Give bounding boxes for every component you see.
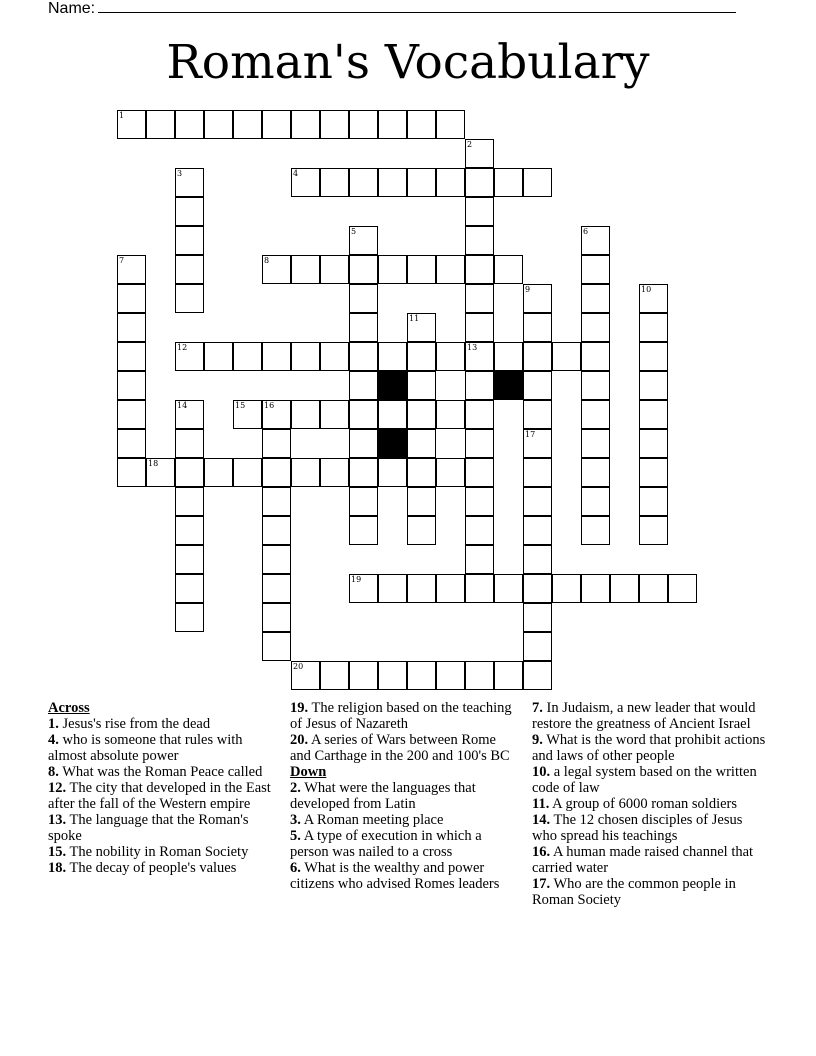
clue-number: 18 (148, 459, 159, 468)
clue-down-9: 9. What is the word that prohibit actions and laws of other people (532, 732, 766, 764)
grid-cell[interactable] (465, 661, 494, 690)
grid-cell[interactable] (378, 574, 407, 603)
grid-cell[interactable] (465, 574, 494, 603)
clue-number: 7 (119, 256, 125, 265)
grid-cell[interactable] (146, 458, 175, 487)
grid-cell[interactable] (262, 110, 291, 139)
clue-across-20: 20. A series of Wars between Rome and Carthage in the 200 and 100's BC (290, 732, 510, 764)
grid-cell[interactable] (494, 255, 523, 284)
clue-number: 20 (293, 662, 304, 671)
grid-cell[interactable] (262, 574, 291, 603)
grid-cell[interactable] (204, 110, 233, 139)
grid-cell[interactable] (262, 632, 291, 661)
grid-cell[interactable] (465, 429, 494, 458)
grid-cell[interactable] (639, 371, 668, 400)
grid-cell[interactable] (117, 371, 146, 400)
clues-column-3 (532, 700, 768, 908)
grid-cell[interactable] (262, 603, 291, 632)
grid-cell[interactable] (581, 284, 610, 313)
clue-across-13: 13. The language that the Roman's spoke (48, 812, 249, 844)
grid-cell[interactable] (320, 458, 349, 487)
grid-cell[interactable] (175, 487, 204, 516)
grid-cell[interactable] (175, 603, 204, 632)
clue-across-15: 15. The nobility in Roman Society (48, 844, 249, 860)
grid-cell[interactable] (639, 516, 668, 545)
grid-cell[interactable] (407, 487, 436, 516)
grid-cell[interactable] (262, 400, 291, 429)
grid-cell[interactable] (349, 458, 378, 487)
grid-cell[interactable] (436, 110, 465, 139)
grid-cell[interactable] (407, 574, 436, 603)
grid-cell[interactable] (465, 545, 494, 574)
clue-down-7: 7. In Judaism, a new leader that would restore the greatness of Ancient Israel (532, 700, 756, 732)
clue-across-8: 8. What was the Roman Peace called (48, 764, 263, 780)
clue-across-18: 18. The decay of people's values (48, 860, 237, 876)
grid-cell[interactable] (523, 632, 552, 661)
grid-cell[interactable] (117, 429, 146, 458)
grid-cell[interactable] (523, 574, 552, 603)
clue-across-12: 12. The city that developed in the East after the fall of the Western empire (48, 780, 271, 812)
grid-cell[interactable] (436, 400, 465, 429)
clue-down-14: 14. The 12 chosen disciples of Jesus who spread his teachings (532, 812, 743, 844)
clue-down-3: 3. A Roman meeting place (290, 812, 444, 828)
clue-number: 5 (351, 227, 357, 236)
grid-cell[interactable] (465, 255, 494, 284)
grid-cell[interactable] (465, 168, 494, 197)
grid-cell[interactable] (610, 574, 639, 603)
grid-cell[interactable] (639, 458, 668, 487)
clue-number: 6 (583, 227, 589, 236)
grid-cell[interactable] (175, 545, 204, 574)
grid-cell[interactable] (349, 255, 378, 284)
grid-cell[interactable] (349, 371, 378, 400)
grid-cell[interactable] (639, 487, 668, 516)
grid-cell[interactable] (349, 400, 378, 429)
grid-cell[interactable] (494, 574, 523, 603)
grid-cell[interactable] (291, 400, 320, 429)
grid-cell[interactable] (523, 661, 552, 690)
grid-block (378, 371, 407, 400)
grid-cell[interactable] (581, 458, 610, 487)
name-label: Name: (48, 0, 96, 17)
grid-cell[interactable] (581, 487, 610, 516)
grid-block (494, 371, 523, 400)
grid-cell[interactable] (523, 603, 552, 632)
grid-cell[interactable] (262, 487, 291, 516)
grid-cell[interactable] (494, 661, 523, 690)
clue-down-5: 5. A type of execution in which a person was nailed to a cross (290, 828, 482, 860)
grid-cell[interactable] (523, 429, 552, 458)
grid-cell[interactable] (117, 400, 146, 429)
grid-cell[interactable] (523, 371, 552, 400)
grid-cell[interactable] (407, 255, 436, 284)
grid-cell[interactable] (320, 400, 349, 429)
grid-cell[interactable] (465, 400, 494, 429)
grid-cell[interactable] (523, 545, 552, 574)
grid-cell[interactable] (552, 574, 581, 603)
clue-across-19: 19. The religion based on the teaching of Jesus of Nazareth (290, 700, 512, 732)
grid-cell[interactable] (581, 342, 610, 371)
grid-cell[interactable] (320, 342, 349, 371)
grid-cell[interactable] (581, 400, 610, 429)
grid-cell[interactable] (175, 400, 204, 429)
across-heading: Across (48, 700, 90, 716)
grid-cell[interactable] (639, 429, 668, 458)
grid-cell[interactable] (407, 516, 436, 545)
grid-cell[interactable] (523, 342, 552, 371)
grid-cell[interactable] (581, 226, 610, 255)
grid-cell[interactable] (320, 168, 349, 197)
grid-cell[interactable] (233, 110, 262, 139)
grid-cell[interactable] (494, 168, 523, 197)
grid-cell[interactable] (523, 313, 552, 342)
clue-number: 8 (264, 256, 270, 265)
grid-cell[interactable] (552, 342, 581, 371)
grid-cell[interactable] (175, 110, 204, 139)
grid-cell[interactable] (465, 516, 494, 545)
clue-number: 13 (467, 343, 478, 352)
clue-number: 15 (235, 401, 246, 410)
grid-cell[interactable] (436, 168, 465, 197)
grid-cell[interactable] (436, 661, 465, 690)
grid-cell[interactable] (117, 342, 146, 371)
grid-cell[interactable] (639, 313, 668, 342)
grid-cell[interactable] (494, 342, 523, 371)
grid-cell[interactable] (523, 400, 552, 429)
grid-cell[interactable] (581, 429, 610, 458)
grid-cell[interactable] (117, 313, 146, 342)
grid-cell[interactable] (175, 197, 204, 226)
grid-cell[interactable] (436, 342, 465, 371)
grid-cell[interactable] (117, 284, 146, 313)
grid-cell[interactable] (233, 342, 262, 371)
clue-number: 16 (264, 401, 275, 410)
clue-down-16: 16. A human made raised channel that carried water (532, 844, 754, 876)
page-title: Roman's Vocabulary (166, 35, 650, 90)
grid-cell[interactable] (523, 284, 552, 313)
grid-cell[interactable] (639, 574, 668, 603)
grid-cell[interactable] (407, 400, 436, 429)
grid-cell[interactable] (378, 168, 407, 197)
clue-number: 10 (641, 285, 652, 294)
grid-cell[interactable] (407, 458, 436, 487)
grid-cell[interactable] (175, 574, 204, 603)
grid-cell[interactable] (378, 661, 407, 690)
clue-down-10: 10. a legal system based on the written code of law (532, 764, 757, 796)
grid-cell[interactable] (291, 661, 320, 690)
grid-cell[interactable] (349, 284, 378, 313)
grid-cell[interactable] (175, 342, 204, 371)
grid-cell[interactable] (117, 255, 146, 284)
grid-cell[interactable] (262, 458, 291, 487)
grid-cell[interactable] (349, 110, 378, 139)
grid-cell[interactable] (407, 429, 436, 458)
clue-number: 9 (525, 285, 531, 294)
clue-down-11: 11. A group of 6000 roman soldiers (532, 796, 738, 812)
grid-cell[interactable] (465, 458, 494, 487)
grid-cell[interactable] (378, 458, 407, 487)
clue-number: 17 (525, 430, 536, 439)
grid-cell[interactable] (378, 400, 407, 429)
grid-cell[interactable] (436, 574, 465, 603)
clue-number: 12 (177, 343, 188, 352)
grid-cell[interactable] (436, 458, 465, 487)
clue-number: 3 (177, 169, 183, 178)
grid-cell[interactable] (349, 574, 378, 603)
grid-cell[interactable] (262, 429, 291, 458)
grid-cell[interactable] (262, 545, 291, 574)
grid-cell[interactable] (378, 342, 407, 371)
clue-across-4: 4. who is someone that rules with almost absolute power (48, 732, 243, 764)
grid-cell[interactable] (349, 342, 378, 371)
grid-cell[interactable] (262, 516, 291, 545)
grid-cell[interactable] (349, 429, 378, 458)
grid-cell[interactable] (581, 255, 610, 284)
grid-cell[interactable] (291, 110, 320, 139)
grid-cell[interactable] (262, 342, 291, 371)
clue-down-6: 6. What is the wealthy and power citizens who advised Romes leaders (290, 860, 500, 892)
grid-cell[interactable] (146, 110, 175, 139)
down-heading: Down (290, 764, 327, 780)
grid-cell[interactable] (407, 313, 436, 342)
grid-cell[interactable] (581, 516, 610, 545)
clue-down-2: 2. What were the languages that developed from Latin (290, 780, 476, 812)
grid-cell[interactable] (291, 255, 320, 284)
grid-cell[interactable] (668, 574, 697, 603)
grid-cell[interactable] (204, 458, 233, 487)
grid-cell[interactable] (175, 284, 204, 313)
grid-cell[interactable] (523, 168, 552, 197)
grid-cell[interactable] (639, 400, 668, 429)
clue-across-1: 1. Jesus's rise from the dead (48, 716, 211, 732)
clue-number: 19 (351, 575, 362, 584)
clues-column-2 (290, 700, 518, 892)
grid-cell[interactable] (465, 342, 494, 371)
grid-cell[interactable] (175, 168, 204, 197)
grid-cell[interactable] (407, 342, 436, 371)
grid-cell[interactable] (523, 487, 552, 516)
grid-cell[interactable] (175, 429, 204, 458)
grid-cell[interactable] (378, 255, 407, 284)
grid-cell[interactable] (320, 110, 349, 139)
grid-cell[interactable] (581, 313, 610, 342)
grid-cell[interactable] (349, 487, 378, 516)
clue-number: 4 (293, 169, 299, 178)
grid-cell[interactable] (523, 458, 552, 487)
grid-cell[interactable] (320, 661, 349, 690)
clue-number: 1 (119, 111, 125, 120)
grid-cell[interactable] (349, 313, 378, 342)
clues-column-1 (48, 700, 276, 876)
grid-cell[interactable] (349, 661, 378, 690)
grid-cell[interactable] (581, 371, 610, 400)
grid-cell[interactable] (378, 110, 407, 139)
grid-cell[interactable] (407, 168, 436, 197)
grid-cell[interactable] (639, 342, 668, 371)
grid-cell[interactable] (320, 255, 349, 284)
grid-cell[interactable] (117, 458, 146, 487)
grid-cell[interactable] (117, 110, 146, 139)
grid-cell[interactable] (349, 516, 378, 545)
grid-cell[interactable] (465, 284, 494, 313)
grid-block (378, 429, 407, 458)
grid-cell[interactable] (407, 661, 436, 690)
grid-cell[interactable] (175, 226, 204, 255)
grid-cell[interactable] (291, 342, 320, 371)
grid-cell[interactable] (349, 168, 378, 197)
grid-cell[interactable] (465, 487, 494, 516)
clue-number: 2 (467, 140, 473, 149)
grid-cell[interactable] (523, 516, 552, 545)
grid-cell[interactable] (436, 255, 465, 284)
grid-cell[interactable] (291, 458, 320, 487)
grid-cell[interactable] (465, 371, 494, 400)
clue-number: 14 (177, 401, 188, 410)
grid-cell[interactable] (175, 458, 204, 487)
grid-cell[interactable] (233, 400, 262, 429)
grid-cell[interactable] (349, 226, 378, 255)
grid-cell[interactable] (465, 139, 494, 168)
grid-cell[interactable] (204, 342, 233, 371)
grid-cell[interactable] (175, 255, 204, 284)
clue-number: 11 (409, 314, 420, 323)
grid-cell[interactable] (639, 284, 668, 313)
grid-cell[interactable] (175, 516, 204, 545)
grid-cell[interactable] (407, 110, 436, 139)
grid-cell[interactable] (262, 255, 291, 284)
grid-cell[interactable] (465, 226, 494, 255)
grid-cell[interactable] (465, 313, 494, 342)
grid-cell[interactable] (407, 371, 436, 400)
grid-cell[interactable] (581, 574, 610, 603)
grid-cell[interactable] (233, 458, 262, 487)
clue-down-17: 17. Who are the common people in Roman Society (532, 876, 736, 908)
grid-cell[interactable] (465, 197, 494, 226)
grid-cell[interactable] (291, 168, 320, 197)
